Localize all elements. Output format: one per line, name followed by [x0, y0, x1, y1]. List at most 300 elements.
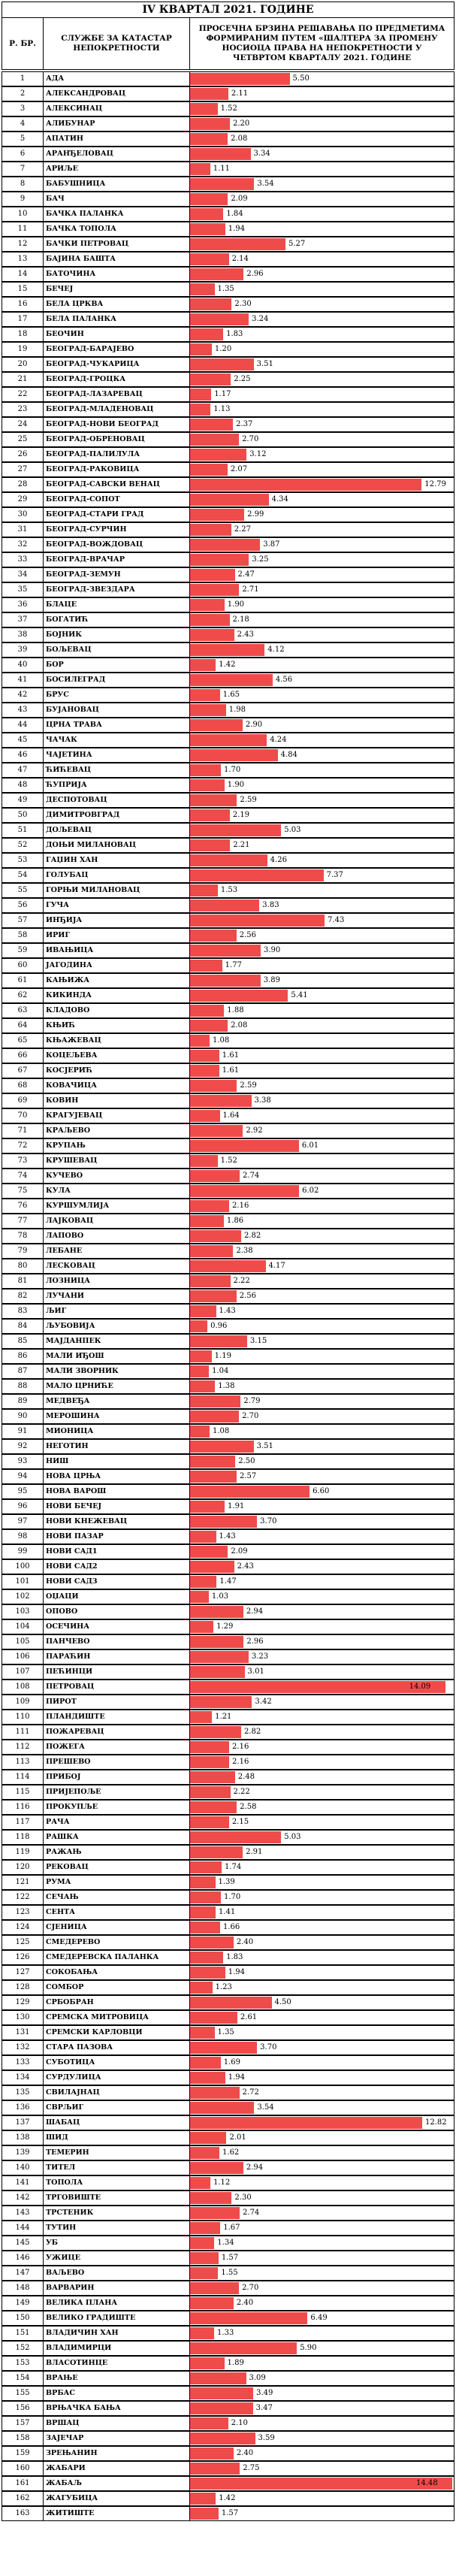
value-cell	[189, 718, 454, 733]
value-cell	[189, 1649, 454, 1664]
office-name: СРБОБРАН	[43, 1995, 190, 2010]
table-row	[2, 2281, 454, 2296]
value-cell	[189, 2115, 454, 2130]
office-name: ГОЛУБАЦ	[43, 868, 190, 883]
bar	[190, 389, 211, 401]
bar-value-label: 2.10	[231, 2419, 248, 2427]
value-cell	[189, 1830, 454, 1845]
row-number: 120	[2, 1860, 44, 1875]
table-row	[2, 1424, 454, 1439]
bar-value-label: 7.37	[326, 871, 343, 879]
bar	[190, 1395, 240, 1407]
value-cell	[189, 1078, 454, 1093]
bar	[190, 1410, 239, 1423]
office-name: КУЛА	[43, 1184, 190, 1199]
office-name: ВРБАС	[43, 2386, 190, 2401]
value-cell	[189, 1033, 454, 1048]
table-row	[2, 2221, 454, 2236]
bar	[190, 283, 215, 295]
table-row	[2, 567, 454, 582]
office-name: НИШ	[43, 1454, 190, 1469]
value-cell	[189, 1364, 454, 1379]
office-name: СТАРА ПАЗОВА	[43, 2040, 190, 2055]
row-number: 44	[2, 718, 44, 733]
value-cell	[189, 1574, 454, 1589]
table-row	[2, 2401, 454, 2416]
bar	[190, 2237, 214, 2249]
bar	[190, 1320, 207, 1332]
bar	[190, 1636, 243, 1648]
office-name: КОЦЕЉЕВА	[43, 1048, 190, 1063]
office-name: ЦРНА ТРАВА	[43, 718, 190, 733]
office-name: ЗРЕЊАНИН	[43, 2446, 190, 2461]
value-cell	[189, 116, 454, 132]
value-cell	[189, 823, 454, 838]
table-row	[2, 1018, 454, 1033]
value-cell	[189, 1244, 454, 1259]
office-name: БУЈАНОВАЦ	[43, 703, 190, 718]
bar-value-label: 1.57	[221, 2509, 239, 2517]
bar-value-label: 2.18	[232, 615, 249, 624]
table-row	[2, 162, 454, 177]
table-row	[2, 1965, 454, 1980]
value-cell	[189, 673, 454, 688]
bar	[190, 449, 246, 461]
table-row	[2, 1138, 454, 1153]
row-number: 35	[2, 582, 44, 597]
office-name: ОЏАЦИ	[43, 1589, 190, 1604]
bar	[190, 1861, 222, 1873]
row-number: 26	[2, 447, 44, 462]
row-number: 28	[2, 477, 44, 492]
row-number: 152	[2, 2341, 44, 2356]
table-row	[2, 2145, 454, 2160]
value-cell	[189, 793, 454, 808]
bar-value-label: 3.87	[263, 540, 280, 549]
table-row	[2, 853, 454, 868]
value-cell	[189, 1995, 454, 2010]
row-number: 109	[2, 1695, 44, 1710]
office-name: БАЧ	[43, 192, 190, 207]
value-cell	[189, 2386, 454, 2401]
table-row	[2, 1890, 454, 1905]
table-row	[2, 1334, 454, 1349]
bar	[190, 133, 228, 145]
bar	[190, 1696, 252, 1708]
bar	[190, 1651, 249, 1663]
bar-value-label: 1.90	[227, 600, 245, 609]
value-cell	[189, 1905, 454, 1920]
bar	[190, 1816, 229, 1828]
bar-value-label: 1.86	[226, 1217, 244, 1225]
bar-value-label: 12.79	[424, 480, 446, 488]
value-cell	[189, 2311, 454, 2326]
row-number: 1	[2, 71, 44, 86]
value-cell	[189, 2431, 454, 2446]
value-cell	[189, 2236, 454, 2251]
value-cell	[189, 2085, 454, 2100]
row-number: 133	[2, 2055, 44, 2070]
office-name: БОСИЛЕГРАД	[43, 673, 190, 688]
bar-value-label: 12.82	[424, 2118, 447, 2127]
row-number: 156	[2, 2401, 44, 2416]
value-cell	[189, 462, 454, 477]
value-cell	[189, 2461, 454, 2476]
value-cell	[189, 1664, 454, 1680]
bar	[190, 1441, 254, 1453]
office-name: БЕОГРАД-ОБРЕНОВАЦ	[43, 432, 190, 447]
table-row	[2, 2175, 454, 2191]
bar-value-label: 1.77	[225, 961, 242, 969]
office-name: КЊАЖЕВАЦ	[43, 1033, 190, 1048]
value-cell	[189, 1950, 454, 1965]
bar	[190, 779, 225, 791]
bar-value-label: 2.75	[243, 2464, 260, 2472]
bar	[190, 599, 225, 611]
office-name: КУРШУМЛИЈА	[43, 1199, 190, 1214]
bar	[190, 1937, 234, 1949]
bar	[190, 464, 228, 476]
office-name: БОГАТИЋ	[43, 612, 190, 627]
table-row	[2, 1169, 454, 1184]
table-row	[2, 447, 454, 462]
office-name: ЧАЧАК	[43, 733, 190, 748]
table-row	[2, 1529, 454, 1544]
row-number: 90	[2, 1409, 44, 1424]
office-name: БЕОГРАД-БАРАЈЕВО	[43, 342, 190, 357]
office-name: ЖАБАРИ	[43, 2461, 190, 2476]
bar-value-label: 2.94	[246, 1607, 264, 1616]
bar	[190, 794, 237, 806]
bar	[190, 1801, 237, 1813]
bar	[190, 644, 264, 656]
office-name: ШИД	[43, 2130, 190, 2145]
value-cell	[189, 147, 454, 162]
value-cell	[189, 1214, 454, 1229]
bar-value-label: 3.90	[263, 946, 281, 954]
bar	[190, 238, 285, 250]
chart-table	[2, 2, 454, 2574]
bar-value-label: 1.23	[215, 1983, 232, 1991]
row-number: 87	[2, 1364, 44, 1379]
value-cell	[189, 282, 454, 297]
bar	[190, 494, 269, 506]
bar-value-label: 1.94	[228, 225, 246, 233]
table-row	[2, 222, 454, 237]
row-number: 77	[2, 1214, 44, 1229]
value-cell	[189, 1815, 454, 1830]
bar	[190, 1846, 243, 1858]
office-name: ОСЕЧИНА	[43, 1619, 190, 1634]
row-number: 111	[2, 1725, 44, 1740]
bar	[190, 373, 231, 385]
table-row	[2, 492, 454, 507]
office-name: ЗАЈЕЧАР	[43, 2431, 190, 2446]
bar-value-label: 2.08	[231, 1021, 248, 1029]
table-row	[2, 2191, 454, 2206]
office-name: АРИЉЕ	[43, 162, 190, 177]
office-name: ЖИТИШТЕ	[43, 2506, 190, 2521]
bar-value-label: 1.83	[226, 330, 243, 338]
row-number: 146	[2, 2251, 44, 2266]
bar-value-label: 2.16	[232, 1743, 249, 1751]
bar-value-label: 6.49	[310, 2314, 328, 2322]
row-number: 36	[2, 597, 44, 612]
office-name: ЛАПОВО	[43, 1229, 190, 1244]
value-cell	[189, 1454, 454, 1469]
value-cell	[189, 1093, 454, 1108]
table-row	[2, 1184, 454, 1199]
row-number: 97	[2, 1514, 44, 1529]
office-name: БАТОЧИНА	[43, 267, 190, 282]
bar	[190, 2177, 210, 2189]
office-name: ДЕСПОТОВАЦ	[43, 793, 190, 808]
value-cell	[189, 86, 454, 101]
bar	[190, 2012, 237, 2024]
bar	[190, 869, 324, 881]
row-number: 78	[2, 1229, 44, 1244]
value-cell	[189, 1319, 454, 1334]
value-cell	[189, 883, 454, 898]
bar-value-label: 1.84	[226, 210, 243, 218]
bar-value-label: 2.70	[242, 2284, 259, 2292]
row-number: 162	[2, 2491, 44, 2506]
row-number: 9	[2, 192, 44, 207]
value-cell	[189, 658, 454, 673]
office-name: БЕЧЕЈ	[43, 282, 190, 297]
value-cell	[189, 1439, 454, 1454]
bar-value-label: 3.34	[253, 150, 270, 158]
office-name: ШАБАЦ	[43, 2115, 190, 2130]
bar	[190, 1576, 216, 1588]
office-name: ТИТЕЛ	[43, 2160, 190, 2175]
bar	[190, 554, 249, 566]
bar	[190, 659, 216, 671]
bar-value-label: 1.52	[220, 1156, 237, 1165]
bar	[190, 1095, 252, 1107]
office-name: МЕРОШИНА	[43, 1409, 190, 1424]
row-number: 157	[2, 2416, 44, 2431]
table-row	[2, 1454, 454, 1469]
bar	[190, 343, 212, 355]
row-number: 154	[2, 2371, 44, 2386]
office-name: КОСЈЕРИЋ	[43, 1063, 190, 1078]
table-row	[2, 838, 454, 853]
table-row	[2, 1815, 454, 1830]
office-name: ИВАЊИЦА	[43, 943, 190, 958]
table-row	[2, 1304, 454, 1319]
row-number: 63	[2, 1003, 44, 1018]
office-name: ПЕЋИНЦИ	[43, 1664, 190, 1680]
value-cell	[189, 1184, 454, 1199]
bar-value-label: 2.37	[236, 420, 253, 428]
bar	[190, 479, 421, 491]
value-cell	[189, 2055, 454, 2070]
office-name: БОР	[43, 658, 190, 673]
office-name: БЕОГРАД-СТАРИ ГРАД	[43, 507, 190, 522]
row-number: 42	[2, 688, 44, 703]
office-name: КЛАДОВО	[43, 1003, 190, 1018]
bar	[190, 1005, 224, 1017]
office-name: БЕОГРАД-ВОЖДОВАЦ	[43, 537, 190, 552]
table-row	[2, 2055, 454, 2070]
office-name: ВРЊАЧКА БАЊА	[43, 2401, 190, 2416]
row-number: 40	[2, 658, 44, 673]
bar	[190, 1230, 241, 1242]
row-number: 92	[2, 1439, 44, 1454]
row-number: 160	[2, 2461, 44, 2476]
table-row	[2, 1935, 454, 1950]
office-name: НОВА ВАРОШ	[43, 1484, 190, 1499]
bar-value-label: 4.84	[280, 751, 297, 759]
bar	[190, 719, 243, 731]
row-number: 67	[2, 1063, 44, 1078]
bar-value-label: 1.61	[222, 1066, 240, 1075]
row-number: 34	[2, 567, 44, 582]
table-row	[2, 2371, 454, 2386]
table-row	[2, 808, 454, 823]
table-row	[2, 1409, 454, 1424]
table-row	[2, 958, 454, 973]
bar-value-label: 1.74	[224, 1863, 242, 1871]
row-number: 99	[2, 1544, 44, 1559]
office-name: БЕОГРАД-ЧУКАРИЦА	[43, 357, 190, 372]
row-number: 75	[2, 1184, 44, 1199]
bar	[190, 223, 225, 235]
value-cell	[189, 1695, 454, 1710]
table-row	[2, 1980, 454, 1995]
value-cell	[189, 958, 454, 973]
office-name: ПЛАНДИШТЕ	[43, 1710, 190, 1725]
bar-value-label: 5.41	[291, 991, 308, 999]
page-title: IV КВАРТАЛ 2021. ГОДИНЕ	[2, 2, 454, 18]
row-number: 54	[2, 868, 44, 883]
value-cell	[189, 192, 454, 207]
bar	[190, 1997, 272, 2009]
office-name: СЈЕНИЦА	[43, 1920, 190, 1935]
value-cell	[189, 2040, 454, 2055]
table-row	[2, 1680, 454, 1695]
bar-value-label: 2.50	[238, 1457, 255, 1465]
bar	[190, 884, 218, 896]
row-number: 50	[2, 808, 44, 823]
row-number: 3	[2, 101, 44, 116]
table-row	[2, 1364, 454, 1379]
value-cell	[189, 552, 454, 567]
value-cell	[189, 1604, 454, 1619]
table-row	[2, 943, 454, 958]
row-number: 140	[2, 2160, 44, 2175]
row-number: 6	[2, 147, 44, 162]
bar	[190, 163, 210, 175]
bar	[190, 1681, 445, 1693]
bar	[190, 945, 261, 957]
bar	[190, 764, 221, 776]
table-row	[2, 552, 454, 567]
bar-value-label: 6.01	[301, 1141, 319, 1150]
row-number: 161	[2, 2476, 44, 2491]
table-row	[2, 71, 454, 86]
bar-value-label: 6.02	[302, 1187, 319, 1195]
bar-value-label: 1.43	[219, 1307, 236, 1315]
bar-value-label: 5.03	[284, 1833, 301, 1841]
table-row	[2, 673, 454, 688]
bar-value-label: 3.23	[251, 1652, 269, 1661]
bar-value-label: 3.70	[260, 2043, 277, 2051]
bar-value-label: 4.17	[268, 1262, 285, 1270]
table-row	[2, 913, 454, 928]
value-cell	[189, 447, 454, 462]
value-cell	[189, 1123, 454, 1138]
bar-value-label: 3.47	[255, 2404, 273, 2412]
value-cell	[189, 778, 454, 793]
bar	[190, 1365, 209, 1377]
row-number: 103	[2, 1604, 44, 1619]
row-number: 45	[2, 733, 44, 748]
table-row	[2, 1229, 454, 1244]
row-number: 153	[2, 2356, 44, 2371]
row-number: 53	[2, 853, 44, 868]
row-number: 41	[2, 673, 44, 688]
table-row	[2, 132, 454, 147]
value-cell	[189, 492, 454, 507]
table-row	[2, 1619, 454, 1634]
bar-value-label: 2.09	[231, 1547, 248, 1556]
office-name: СРЕМСКА МИТРОВИЦА	[43, 2010, 190, 2025]
table-row	[2, 1574, 454, 1589]
bar	[190, 1456, 235, 1468]
office-name: ПИРОТ	[43, 1695, 190, 1710]
bar	[190, 2402, 253, 2414]
row-number: 84	[2, 1319, 44, 1334]
table-row	[2, 402, 454, 417]
value-cell	[189, 297, 454, 312]
bar-value-label: 2.16	[232, 1202, 249, 1210]
office-name: БЕОГРАД-ПАЛИЛУЛА	[43, 447, 190, 462]
office-name: ПОЖАРЕВАЦ	[43, 1725, 190, 1740]
row-number: 80	[2, 1259, 44, 1274]
row-number: 39	[2, 642, 44, 658]
bar-value-label: 2.21	[233, 841, 250, 849]
bar	[190, 1621, 213, 1633]
office-name: ВЛАСОТИНЦЕ	[43, 2356, 190, 2371]
table-row	[2, 1589, 454, 1604]
office-name: ВЕЛИКО ГРАДИШТЕ	[43, 2311, 190, 2326]
bar	[190, 1335, 247, 1347]
value-cell	[189, 2206, 454, 2221]
office-name: БЕЛА ПАЛАНКА	[43, 312, 190, 327]
office-name: УБ	[43, 2236, 190, 2251]
value-cell	[189, 1680, 454, 1695]
table-row	[2, 733, 454, 748]
bar-value-label: 1.20	[214, 345, 232, 353]
row-number: 147	[2, 2266, 44, 2281]
value-cell	[189, 1965, 454, 1980]
bar	[190, 2297, 234, 2309]
value-cell	[189, 1634, 454, 1649]
row-number: 126	[2, 1950, 44, 1965]
bar	[190, 1982, 213, 1994]
table-row	[2, 1755, 454, 1770]
table-row	[2, 207, 454, 222]
table-row	[2, 1514, 454, 1529]
value-cell	[189, 1229, 454, 1244]
value-cell	[189, 1559, 454, 1574]
table-row	[2, 1484, 454, 1499]
bar-value-label: 4.34	[271, 495, 288, 503]
office-name: БЕЛА ЦРКВА	[43, 297, 190, 312]
office-name: КЊИЋ	[43, 1018, 190, 1033]
